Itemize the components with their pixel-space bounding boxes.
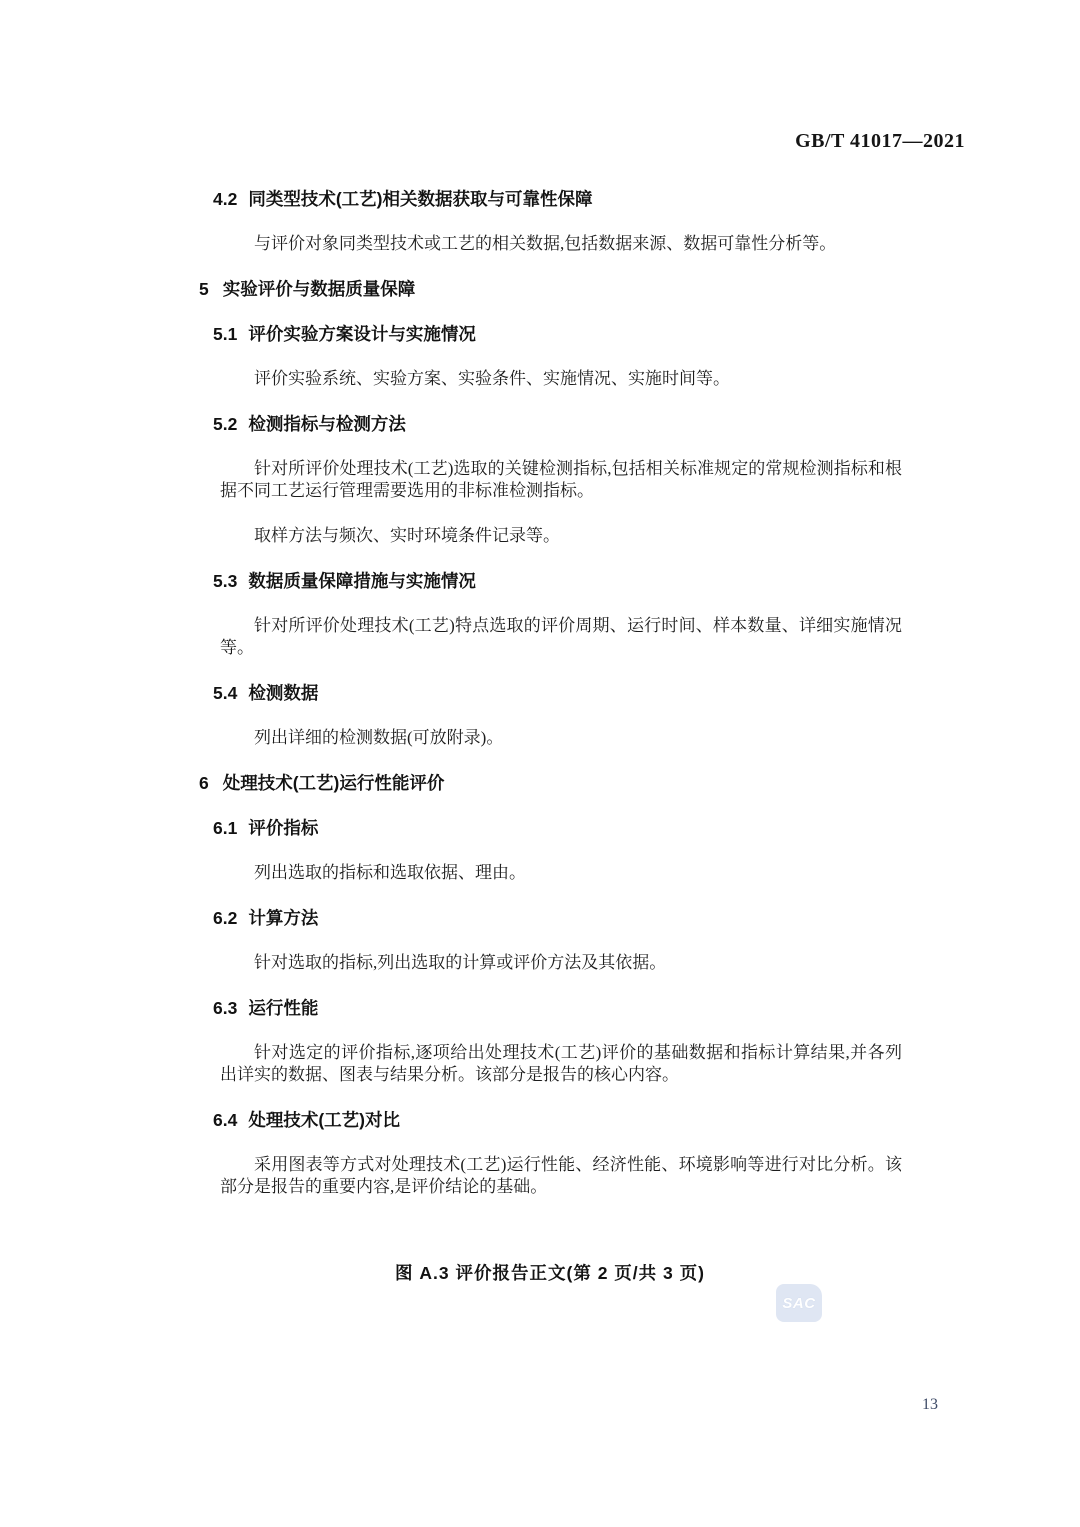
clause-heading-5.4 bbox=[213, 682, 902, 704]
clause-heading-6.1 bbox=[213, 817, 902, 839]
sac-logo-icon bbox=[776, 1284, 822, 1322]
clause-heading-5.1 bbox=[213, 323, 902, 345]
clause-title: 数据质量保障措施与实施情况 bbox=[248, 571, 476, 591]
clause-heading-6.2 bbox=[213, 907, 902, 929]
clause-title: 同类型技术(工艺)相关数据获取与可靠性保障 bbox=[248, 189, 593, 209]
clause-heading-5.2 bbox=[213, 413, 902, 435]
paragraph: 针对选定的评价指标,逐项给出处理技术(工艺)评价的基础数据和指标计算结果,并各列出详实的数据、图表与结果分析。该部分是报告的核心内容。 bbox=[220, 1043, 902, 1084]
clause-number: 5.2 bbox=[213, 414, 238, 434]
clause-title: 检测数据 bbox=[248, 683, 319, 703]
paragraph: 评价实验系统、实验方案、实验条件、实施情况、实施时间等。 bbox=[254, 369, 730, 388]
clause-heading-6.4 bbox=[213, 1109, 902, 1131]
clause-number: 5.1 bbox=[213, 324, 238, 344]
page-number-text: 13 bbox=[922, 1396, 938, 1413]
clause-title: 评价指标 bbox=[248, 818, 319, 838]
paragraph: 与评价对象同类型技术或工艺的相关数据,包括数据来源、数据可靠性分析等。 bbox=[254, 234, 837, 253]
clause-number: 5.4 bbox=[213, 683, 238, 703]
clause-title: 实验评价与数据质量保障 bbox=[222, 279, 416, 299]
clause-heading-4.2 bbox=[213, 188, 902, 210]
clause-number: 6.2 bbox=[213, 908, 238, 928]
document-body bbox=[199, 188, 902, 1221]
sac-logo-text: SAC bbox=[782, 1294, 816, 1312]
clause-title: 计算方法 bbox=[248, 908, 319, 928]
clause-number: 6 bbox=[199, 773, 209, 793]
paragraph: 针对所评价处理技术(工艺)特点选取的评价周期、运行时间、样本数量、详细实施情况等。 bbox=[220, 616, 902, 657]
paragraph: 取样方法与频次、实时环境条件记录等。 bbox=[254, 526, 560, 545]
clause-number: 6.4 bbox=[213, 1110, 238, 1130]
paragraph: 针对选取的指标,列出选取的计算或评价方法及其依据。 bbox=[254, 953, 667, 972]
standard-number-header bbox=[795, 130, 965, 153]
clause-heading-5 bbox=[199, 278, 902, 300]
figure-caption bbox=[220, 1262, 880, 1284]
paragraph: 针对所评价处理技术(工艺)选取的关键检测指标,包括相关标准规定的常规检测指标和根据不同工艺运行管理需要选用的非标准检测指标。 bbox=[220, 459, 902, 500]
figure-caption-text: 图 A.3 评价报告正文(第 2 页/共 3 页) bbox=[395, 1263, 705, 1283]
standard-number: GB/T 41017—2021 bbox=[795, 130, 965, 152]
clause-title: 运行性能 bbox=[248, 998, 319, 1018]
clause-number: 5.3 bbox=[213, 571, 238, 591]
paragraph: 列出选取的指标和选取依据、理由。 bbox=[254, 863, 526, 882]
clause-title: 处理技术(工艺)对比 bbox=[248, 1110, 400, 1130]
paragraph: 列出详细的检测数据(可放附录)。 bbox=[254, 728, 504, 747]
clause-number: 6.3 bbox=[213, 998, 238, 1018]
clause-title: 检测指标与检测方法 bbox=[248, 414, 406, 434]
clause-number: 4.2 bbox=[213, 189, 238, 209]
page-number bbox=[922, 1396, 938, 1414]
clause-number: 5 bbox=[199, 279, 209, 299]
clause-title: 评价实验方案设计与实施情况 bbox=[248, 324, 476, 344]
paragraph: 采用图表等方式对处理技术(工艺)运行性能、经济性能、环境影响等进行对比分析。该部分是报告的重要内容,是评价结论的基础。 bbox=[220, 1155, 902, 1196]
clause-heading-5.3 bbox=[213, 570, 902, 592]
clause-heading-6.3 bbox=[213, 997, 902, 1019]
clause-number: 6.1 bbox=[213, 818, 238, 838]
clause-title: 处理技术(工艺)运行性能评价 bbox=[222, 773, 445, 793]
clause-heading-6 bbox=[199, 772, 902, 794]
